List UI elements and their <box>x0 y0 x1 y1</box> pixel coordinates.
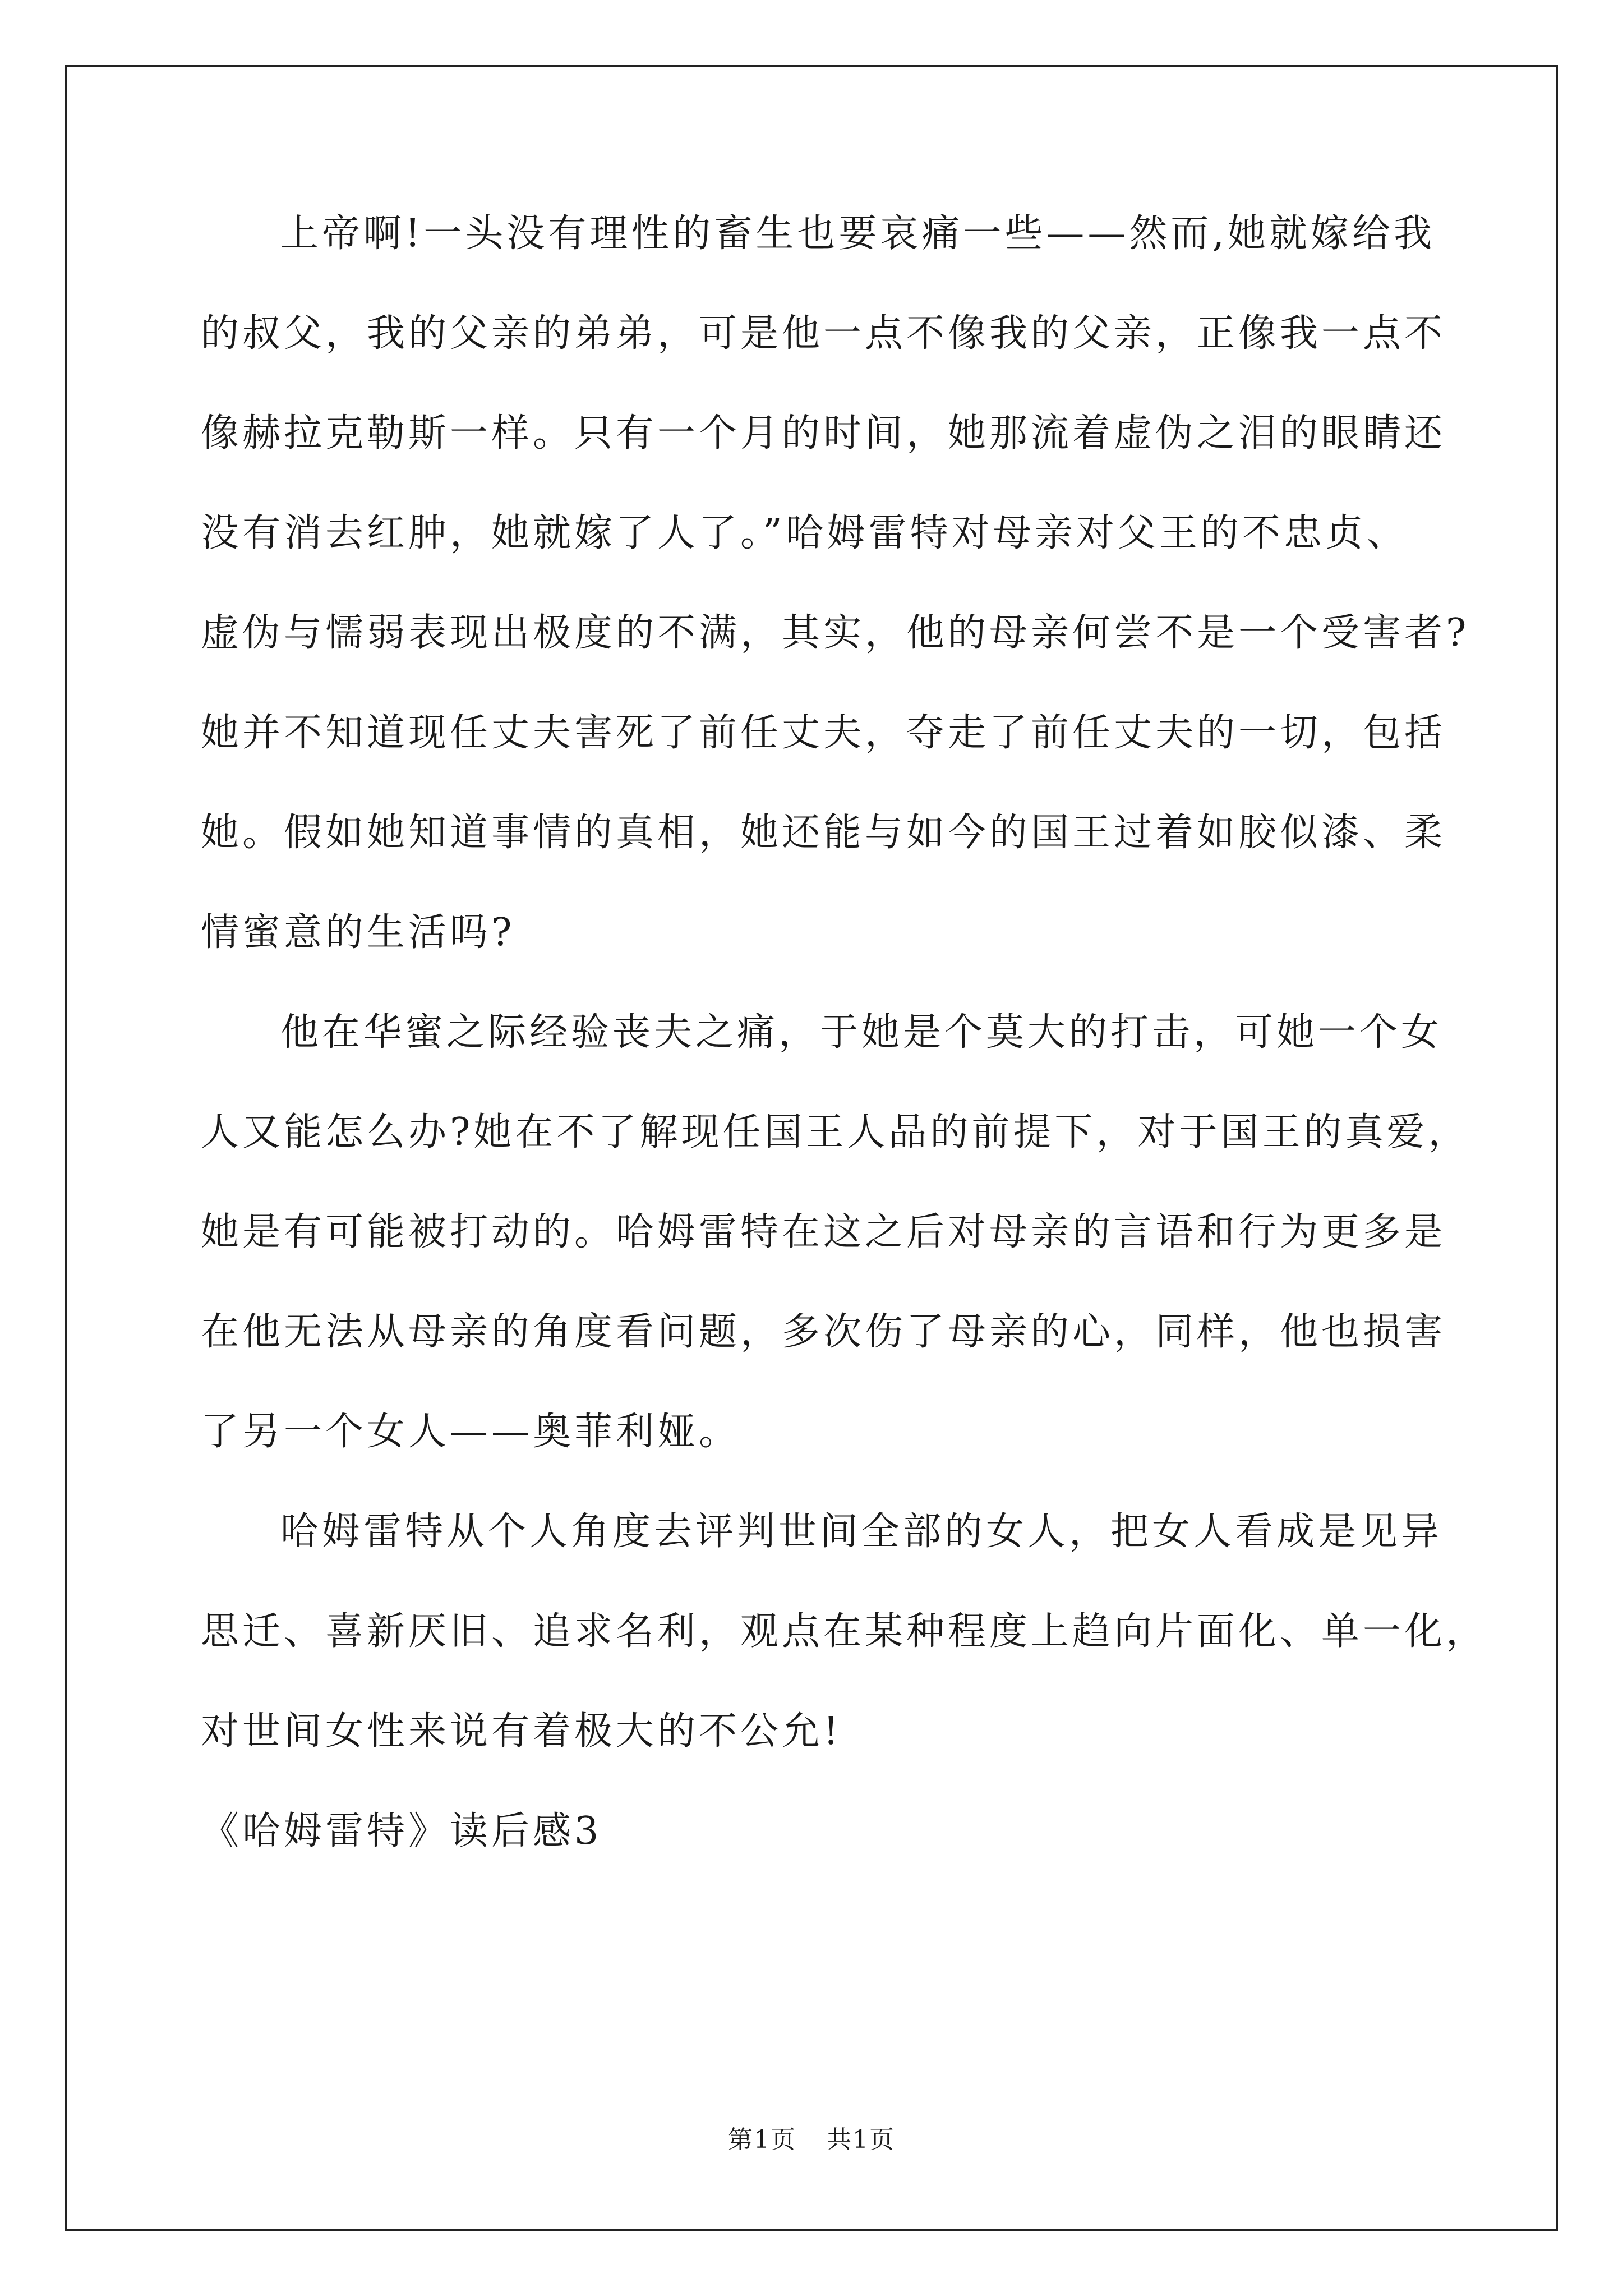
paragraph-1-line-4: 没有消去红肿，她就嫁了人了。”哈姆雷特对母亲对父王的不忠贞、 <box>201 511 1408 555</box>
paragraph-2-line-1: 他在华蜜之际经验丧夫之痛，于她是个莫大的打击，可她一个女 <box>280 1010 1443 1055</box>
paragraph-2-line-5: 了另一个女人——奥菲利娅。 <box>201 1410 741 1454</box>
paragraph-2-line-2: 人又能怎么办?她在不了解现任国王人品的前提下，对于国王的真爱， <box>201 1110 1470 1154</box>
total-pages: 共1页 <box>827 2125 895 2154</box>
paragraph-1-line-7: 她。假如她知道事情的真相，她还能与如今的国王过着如胶似漆、柔 <box>201 811 1446 855</box>
paragraph-3-line-1: 哈姆雷特从个人角度去评判世间全部的女人，把女人看成是见异 <box>280 1510 1443 1554</box>
paragraph-3-line-2: 思迁、喜新厌旧、追求名利，观点在某种程度上趋向片面化、单一化， <box>201 1609 1488 1654</box>
section-heading: 《哈姆雷特》读后感3 <box>201 1809 602 1853</box>
paragraph-1-line-3: 像赫拉克勒斯一样。只有一个月的时间，她那流着虚伪之泪的眼睛还 <box>201 411 1446 455</box>
paragraph-3-line-3: 对世间女性来说有着极大的不公允! <box>201 1709 842 1754</box>
paragraph-1-line-2: 的叔父，我的父亲的弟弟，可是他一点不像我的父亲，正像我一点不 <box>201 311 1446 356</box>
paragraph-1-line-5: 虚伪与懦弱表现出极度的不满，其实，他的母亲何尝不是一个受害者? <box>201 611 1470 655</box>
paragraph-1-line-8: 情蜜意的生活吗? <box>201 910 515 955</box>
paragraph-2-line-4: 在他无法从母亲的角度看问题，多次伤了母亲的心，同样，他也损害 <box>201 1310 1446 1354</box>
page-footer <box>0 2123 1623 2157</box>
paragraph-1-line-6: 她并不知道现任丈夫害死了前任丈夫，夺走了前任丈夫的一切，包括 <box>201 711 1446 755</box>
page-number: 第1页 <box>728 2125 796 2154</box>
paragraph-1-line-1: 上帝啊!一头没有理性的畜生也要哀痛一些——然而,她就嫁给我 <box>280 211 1435 256</box>
paragraph-2-line-3: 她是有可能被打动的。哈姆雷特在这之后对母亲的言语和行为更多是 <box>201 1210 1446 1254</box>
